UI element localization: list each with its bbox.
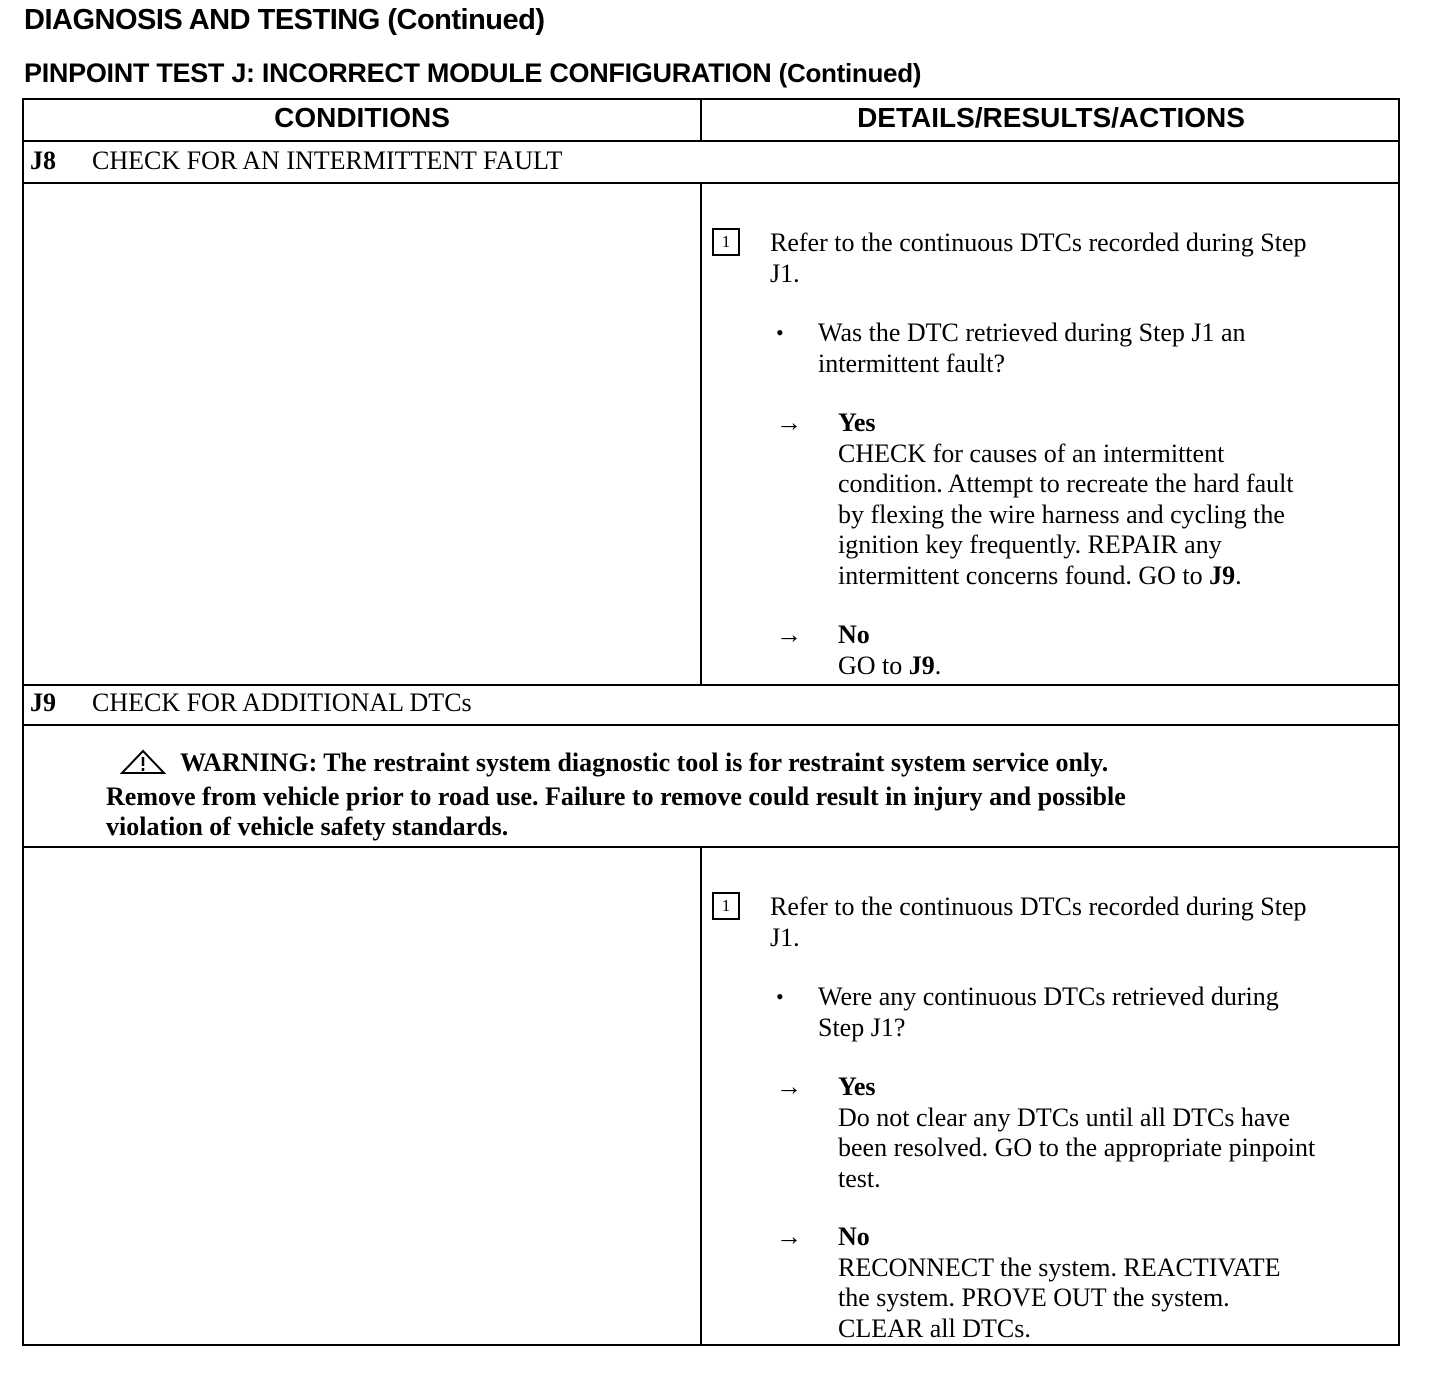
warning-text: Remove from vehicle prior to road use. Failure to remove could result in injury and possible (106, 781, 1126, 811)
step-title: CHECK FOR AN INTERMITTENT FAULT (92, 146, 563, 175)
yes-result (838, 408, 1294, 591)
warning-triangle-icon (120, 749, 166, 782)
yes-line: ignition key frequently. REPAIR any (838, 530, 1222, 559)
period: . (1235, 560, 1242, 590)
row-divider (24, 846, 1398, 848)
yes-line: Do not clear any DTCs until all DTCs have (838, 1102, 1291, 1132)
yes-line: condition. Attempt to recreate the hard fault (838, 469, 1294, 498)
column-divider (700, 182, 702, 684)
column-header-details: DETAILS/RESULTS/ACTIONS (857, 102, 1245, 133)
question-line: Step J1? (818, 1012, 906, 1042)
goto-step-link[interactable]: J9 (1209, 560, 1236, 590)
question-line: Was the DTC retrieved during Step J1 an (818, 318, 1246, 347)
test-title (24, 58, 921, 89)
question-text (818, 318, 1246, 379)
no-label: No (838, 1222, 870, 1251)
warning-text: WARNING: The restraint system diagnostic tool is for restraint system service only. (180, 748, 1109, 777)
action-text (770, 228, 1307, 289)
step-header-j9 (30, 688, 472, 718)
bullet-icon: • (776, 984, 784, 1009)
yes-line: by flexing the wire harness and cycling the (838, 499, 1285, 529)
goto-step-link[interactable]: J9 (908, 650, 935, 680)
step-header-j8 (30, 146, 562, 176)
action-line: Refer to the continuous DTCs recorded during Step (770, 228, 1307, 257)
yes-line: test. (838, 1163, 881, 1193)
yes-line: intermittent concerns found. GO to (838, 560, 1203, 590)
yes-line: CHECK for causes of an intermittent (838, 438, 1225, 468)
action-line: J1. (770, 922, 800, 952)
arrow-icon: → (776, 620, 802, 649)
no-text: GO to (838, 650, 903, 680)
period: . (934, 650, 942, 680)
row-divider (24, 140, 1398, 142)
no-result (838, 1222, 1280, 1344)
no-result (838, 620, 941, 681)
question-text (818, 982, 1279, 1043)
no-label: No (838, 620, 870, 649)
test-title-main: PINPOINT TEST J: INCORRECT MODULE CONFIGURATION (24, 58, 772, 88)
warning-text: violation of vehicle safety standards. (106, 811, 509, 841)
row-divider (24, 724, 1398, 726)
action-line: J1. (770, 258, 800, 288)
arrow-icon: → (776, 1222, 802, 1251)
row-divider (24, 684, 1398, 686)
arrow-icon: → (776, 408, 802, 437)
step-id: J8 (30, 146, 56, 175)
yes-result (838, 1072, 1315, 1194)
question-line: intermittent fault? (818, 348, 1005, 378)
warning-block (106, 748, 1126, 842)
no-line: the system. PROVE OUT the system. (838, 1283, 1230, 1312)
yes-label: Yes (838, 408, 876, 437)
bullet-icon: • (776, 320, 784, 345)
step-id: J9 (30, 688, 56, 717)
warning-line-1 (106, 748, 1126, 782)
step-title: CHECK FOR ADDITIONAL DTCs (92, 688, 472, 717)
row-divider (24, 182, 1398, 184)
yes-line: been resolved. GO to the appropriate pinpoint (838, 1133, 1316, 1162)
action-number-box: 1 (712, 228, 740, 256)
page-title: DIAGNOSIS AND TESTING (Continued) (24, 4, 545, 36)
action-number-box: 1 (712, 892, 740, 920)
arrow-icon: → (776, 1072, 802, 1101)
yes-label: Yes (838, 1072, 876, 1101)
column-divider (700, 846, 702, 1346)
column-divider (700, 100, 702, 140)
no-line: CLEAR all DTCs. (838, 1313, 1031, 1343)
yes-line-goto (838, 561, 1294, 592)
test-title-suffix: (Continued) (778, 58, 922, 88)
action-line: Refer to the continuous DTCs recorded during Step (770, 892, 1307, 921)
no-line: RECONNECT the system. REACTIVATE (838, 1252, 1281, 1282)
column-header-conditions: CONDITIONS (274, 102, 450, 133)
question-line: Were any continuous DTCs retrieved during (818, 982, 1279, 1011)
pinpoint-test-table (22, 98, 1400, 1346)
action-text (770, 892, 1307, 953)
